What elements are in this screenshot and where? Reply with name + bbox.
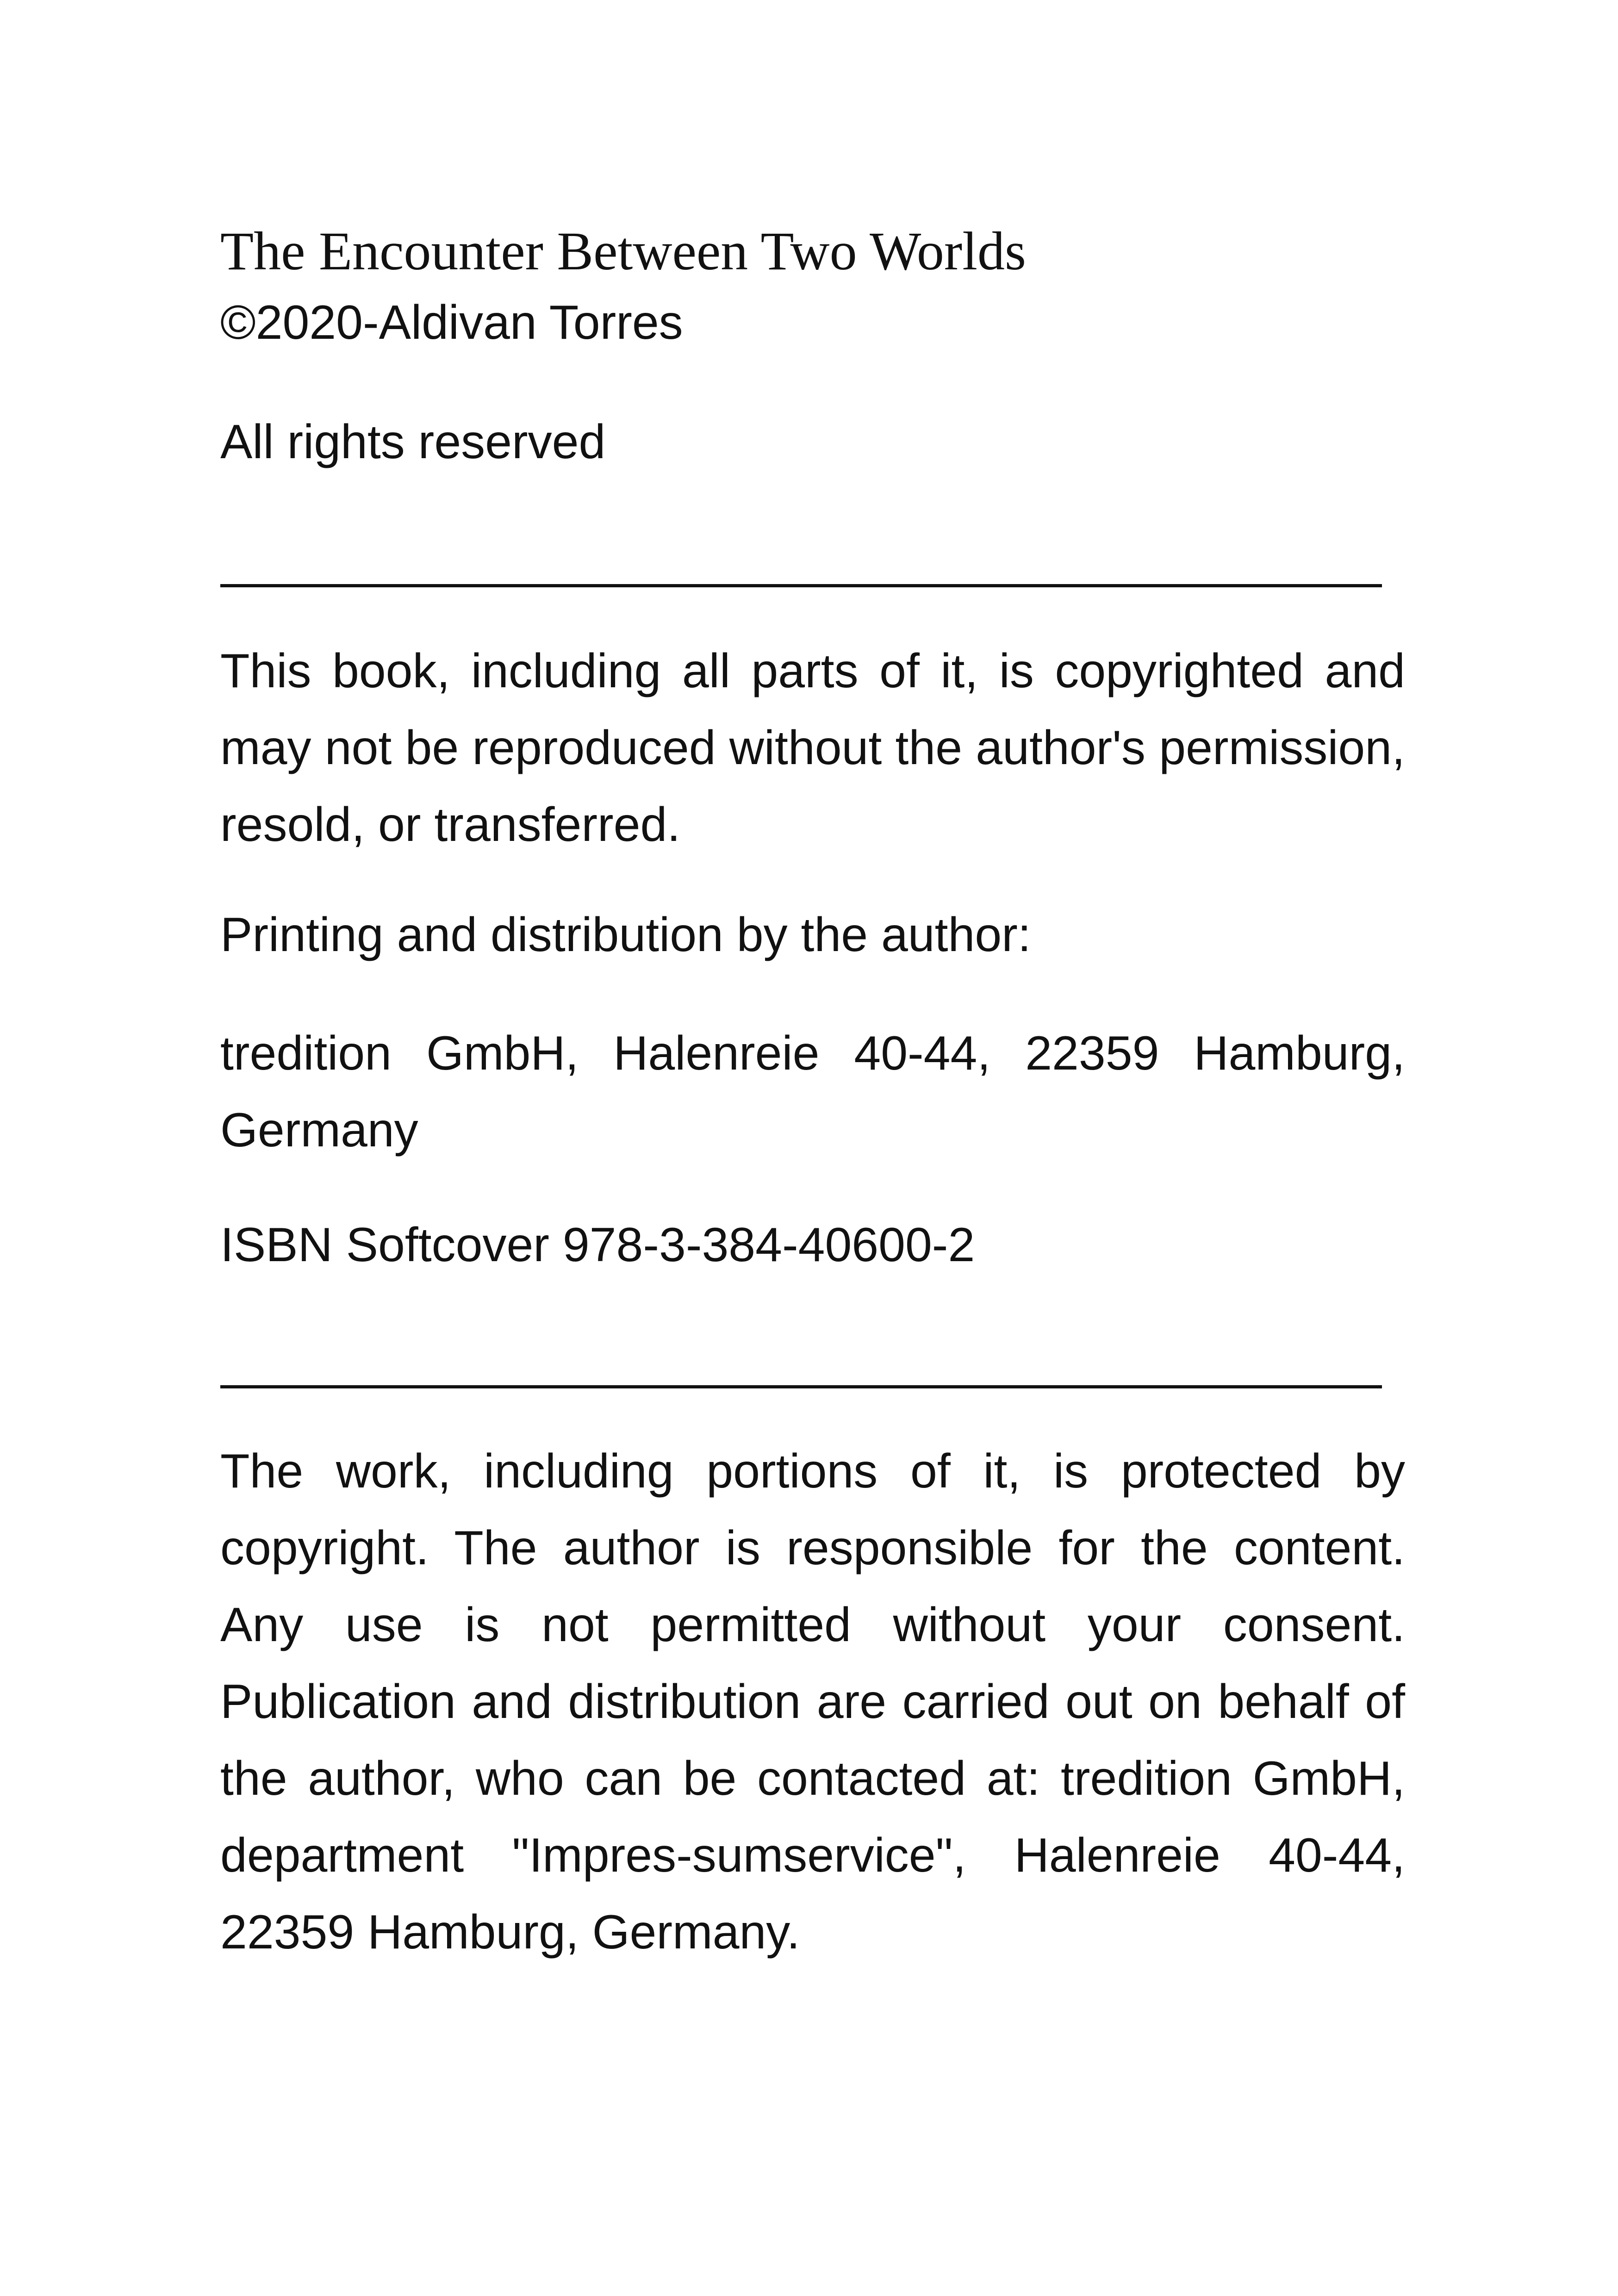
publisher-address: tredition GmbH, Halenreie 40-44, 22359 Hamburg, Germany bbox=[220, 1027, 1405, 1157]
copyright-line: ©2020-Aldivan Torres bbox=[220, 296, 683, 349]
rights-reserved: All rights reserved bbox=[220, 415, 606, 469]
printing-label: Printing and distribution by the author: bbox=[220, 908, 1031, 962]
divider-bottom bbox=[220, 1385, 1382, 1388]
divider-top bbox=[220, 584, 1382, 587]
copyright-notice: This book, including all parts of it, is copyrighted and may not be reproduced without the author's permission, resold, or transferred. bbox=[220, 644, 1405, 852]
isbn-line: ISBN Softcover 978-3-384-40600-2 bbox=[220, 1218, 975, 1272]
book-title: The Encounter Between Two Worlds bbox=[220, 221, 1026, 281]
legal-text: The work, including portions of it, is protected by copyright. The author is responsible for the content. Any use is not permitted without your consent. Publication and distribution are carried out on behalf of the author, who can be contacted at: tredition GmbH, department "Impres-sumservice", Halenreie 40-44, 22359 Hamburg, Germany. bbox=[220, 1444, 1405, 1959]
